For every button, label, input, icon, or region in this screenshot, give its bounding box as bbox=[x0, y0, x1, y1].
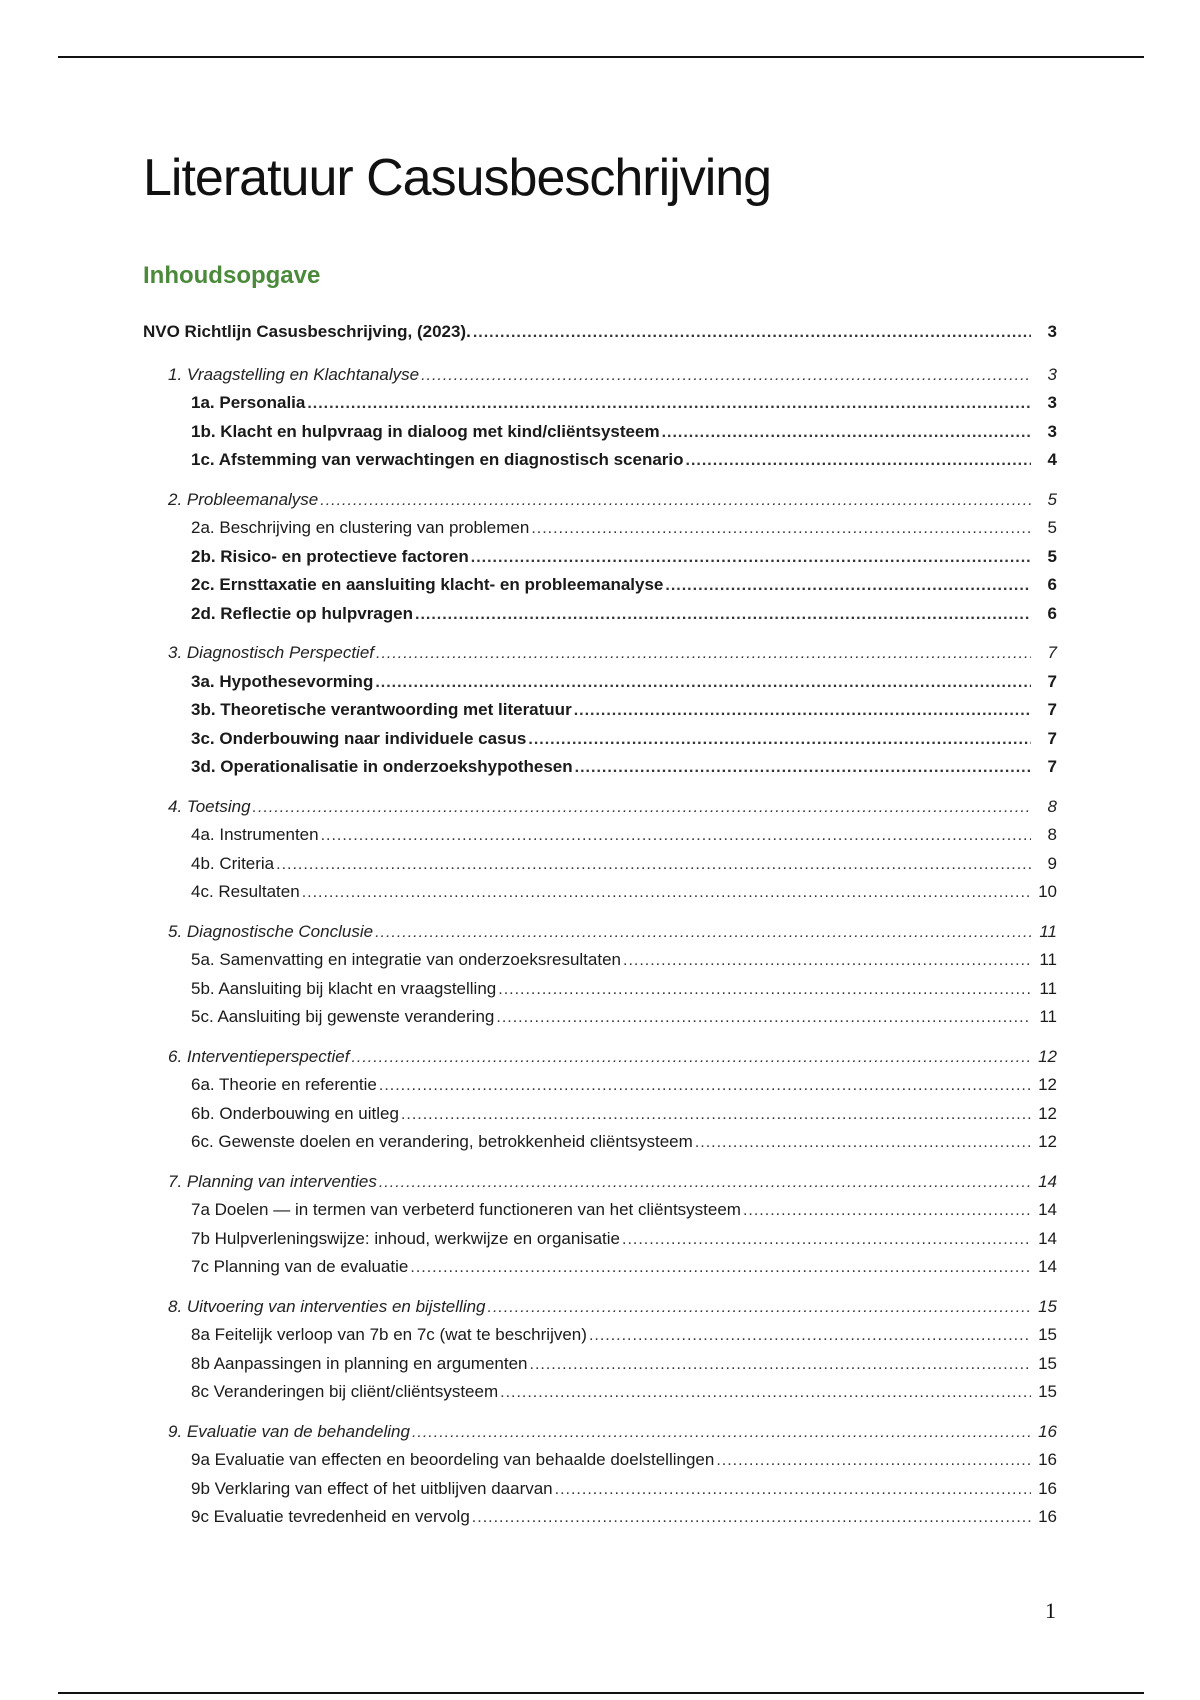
toc-subsection-9-3[interactable] bbox=[143, 1507, 1057, 1536]
toc-leader-dots bbox=[472, 1509, 1031, 1527]
toc-entry-text: 4. Toetsing bbox=[168, 796, 251, 816]
toc-entry-page: 14 bbox=[1038, 1228, 1057, 1248]
toc-entry-text: 6b. Onderbouwing en uitleg bbox=[191, 1103, 399, 1123]
toc-entry-page: 15 bbox=[1038, 1382, 1057, 1401]
toc-leader-dots bbox=[574, 702, 1031, 720]
bottom-rule bbox=[58, 1692, 1144, 1694]
toc-entry-text: 8b Aanpassingen in planning en argumenten bbox=[191, 1353, 528, 1373]
toc-subsection-4-1[interactable] bbox=[143, 825, 1057, 854]
toc-entry-text: 2a. Beschrijving en clustering van problemen bbox=[191, 518, 530, 537]
toc-entry-text: 8c Veranderingen bij cliënt/cliëntsysteem bbox=[191, 1382, 499, 1401]
toc-subsection-7-1[interactable] bbox=[143, 1200, 1057, 1229]
toc-subsection-5-3[interactable] bbox=[143, 1007, 1057, 1036]
toc-entry-page: 12 bbox=[1038, 1103, 1057, 1123]
toc-entry-text: 9b Verklaring van effect of het uitblijven daarvan bbox=[191, 1478, 553, 1498]
toc-leader-dots bbox=[415, 606, 1031, 624]
toc-entry-text: 1a. Personalia bbox=[191, 393, 306, 412]
toc-subsection-4-2[interactable] bbox=[143, 854, 1057, 883]
toc-subsection-6-2[interactable] bbox=[143, 1104, 1057, 1133]
toc-entry-text: 8a Feitelijk verloop van 7b en 7c (wat te beschrijven) bbox=[191, 1325, 587, 1344]
toc-entry-text: 3c. Onderbouwing naar individuele casus bbox=[191, 728, 527, 748]
toc-leader-dots bbox=[555, 1481, 1031, 1499]
toc-entry-text: 2c. Ernsttaxatie en aansluiting klacht- en probleemanalyse bbox=[191, 575, 664, 594]
toc-subsection-4-3[interactable] bbox=[143, 882, 1057, 911]
document-title: Literatuur Casusbeschrijving bbox=[143, 149, 772, 207]
toc-leader-dots bbox=[498, 981, 1031, 999]
toc-subsection-3-3[interactable] bbox=[143, 729, 1057, 758]
toc-section-8[interactable] bbox=[143, 1297, 1057, 1326]
toc-leader-dots bbox=[623, 952, 1031, 970]
toc-entry-page: 16 bbox=[1038, 1450, 1057, 1469]
toc-entry-page: 15 bbox=[1038, 1325, 1057, 1344]
toc-subsection-7-2[interactable] bbox=[143, 1229, 1057, 1258]
toc-entry-text: 2d. Reflectie op hulpvragen bbox=[191, 603, 413, 623]
toc-subsection-8-2[interactable] bbox=[143, 1354, 1057, 1383]
toc-subsection-9-2[interactable] bbox=[143, 1479, 1057, 1508]
toc-leader-dots bbox=[253, 799, 1031, 817]
toc-entry-text: NVO Richtlijn Casusbeschrijving, (2023). bbox=[143, 322, 471, 341]
toc-entry-page: 6 bbox=[1047, 575, 1057, 594]
toc-leader-dots bbox=[496, 1009, 1031, 1027]
toc-entry-page: 5 bbox=[1047, 546, 1057, 566]
toc-subsection-5-2[interactable] bbox=[143, 979, 1057, 1008]
table-of-contents bbox=[143, 322, 1057, 1536]
toc-leader-dots bbox=[320, 492, 1031, 510]
toc-entry-text: 6c. Gewenste doelen en verandering, betrokkenheid cliëntsysteem bbox=[191, 1132, 693, 1151]
toc-leader-dots bbox=[302, 884, 1031, 902]
toc-leader-dots bbox=[376, 645, 1031, 663]
toc-entry-page: 11 bbox=[1039, 1007, 1057, 1026]
toc-entry-page: 12 bbox=[1038, 1132, 1057, 1151]
toc-entry-page: 5 bbox=[1047, 518, 1057, 537]
toc-entry-page: 16 bbox=[1038, 1478, 1057, 1498]
toc-leader-dots bbox=[412, 1424, 1031, 1442]
toc-leader-dots bbox=[375, 674, 1031, 692]
toc-subsection-7-3[interactable] bbox=[143, 1257, 1057, 1286]
toc-subsection-8-1[interactable] bbox=[143, 1325, 1057, 1354]
toc-entry-text: 7c Planning van de evaluatie bbox=[191, 1257, 409, 1276]
page-number: 1 bbox=[1045, 1598, 1056, 1623]
toc-subsection-3-2[interactable] bbox=[143, 700, 1057, 729]
toc-section-5[interactable] bbox=[143, 922, 1057, 951]
toc-entry-text: 1b. Klacht en hulpvraag in dialoog met kind/cliëntsysteem bbox=[191, 421, 660, 441]
toc-leader-dots bbox=[686, 452, 1031, 470]
toc-subsection-6-3[interactable] bbox=[143, 1132, 1057, 1161]
toc-entry-page: 3 bbox=[1047, 393, 1057, 412]
toc-entry-page: 7 bbox=[1047, 757, 1057, 776]
toc-leader-dots bbox=[471, 549, 1031, 567]
toc-entry-page: 8 bbox=[1047, 825, 1057, 844]
toc-entry-page: 4 bbox=[1047, 450, 1057, 469]
toc-leader-dots bbox=[662, 424, 1031, 442]
toc-subsection-2-3[interactable] bbox=[143, 575, 1057, 604]
toc-leader-dots bbox=[488, 1299, 1031, 1317]
toc-entry-text: 5c. Aansluiting bij gewenste verandering bbox=[191, 1007, 495, 1026]
toc-entry-text: 3a. Hypothesevorming bbox=[191, 671, 374, 691]
toc-entry-page: 3 bbox=[1047, 322, 1057, 341]
toc-subsection-1-1[interactable] bbox=[143, 393, 1057, 422]
toc-leader-dots bbox=[410, 1259, 1031, 1277]
toc-entry-text: 2b. Risico- en protectieve factoren bbox=[191, 546, 469, 566]
toc-entry-text: 8. Uitvoering van interventies en bijstelling bbox=[168, 1296, 486, 1316]
toc-subsection-1-3[interactable] bbox=[143, 450, 1057, 479]
toc-leader-dots bbox=[379, 1077, 1031, 1095]
toc-leader-dots bbox=[530, 1356, 1032, 1374]
toc-entry-page: 14 bbox=[1038, 1171, 1057, 1191]
toc-entry-page: 6 bbox=[1047, 603, 1057, 623]
toc-section-1[interactable] bbox=[143, 365, 1057, 394]
toc-section-9[interactable] bbox=[143, 1422, 1057, 1451]
toc-leader-dots bbox=[575, 759, 1031, 777]
toc-entry-top[interactable] bbox=[143, 322, 1057, 351]
toc-entry-page: 14 bbox=[1038, 1257, 1057, 1276]
toc-section-7[interactable] bbox=[143, 1172, 1057, 1201]
toc-entry-text: 1c. Afstemming van verwachtingen en diagnostisch scenario bbox=[191, 450, 684, 469]
toc-leader-dots bbox=[665, 577, 1031, 595]
toc-entry-page: 8 bbox=[1047, 796, 1057, 816]
toc-leader-dots bbox=[307, 395, 1031, 413]
toc-section-6[interactable] bbox=[143, 1047, 1057, 1076]
toc-entry-text: 9. Evaluatie van de behandeling bbox=[168, 1421, 410, 1441]
toc-subsection-1-2[interactable] bbox=[143, 422, 1057, 451]
toc-subsection-6-1[interactable] bbox=[143, 1075, 1057, 1104]
toc-entry-page: 9 bbox=[1047, 853, 1057, 873]
toc-entry-page: 15 bbox=[1038, 1296, 1057, 1316]
toc-entry-page: 16 bbox=[1038, 1507, 1057, 1526]
toc-subsection-3-1[interactable] bbox=[143, 672, 1057, 701]
toc-entry-text: 7b Hulpverleningswijze: inhoud, werkwijze en organisatie bbox=[191, 1228, 621, 1248]
toc-subsection-9-1[interactable] bbox=[143, 1450, 1057, 1479]
toc-entry-page: 5 bbox=[1047, 489, 1057, 509]
toc-subsection-8-3[interactable] bbox=[143, 1382, 1057, 1411]
toc-leader-dots bbox=[716, 1452, 1031, 1470]
toc-entry-page: 7 bbox=[1047, 728, 1057, 748]
toc-entry-page: 7 bbox=[1047, 700, 1057, 719]
toc-entry-page: 7 bbox=[1047, 643, 1057, 662]
toc-leader-dots bbox=[379, 1174, 1031, 1192]
toc-entry-text: 6. Interventieperspectief bbox=[168, 1046, 350, 1066]
toc-section-2[interactable] bbox=[143, 490, 1057, 519]
toc-subsection-5-1[interactable] bbox=[143, 950, 1057, 979]
toc-entry-text: 4b. Criteria bbox=[191, 853, 275, 873]
toc-entry-text: 9a Evaluatie van effecten en beoordeling van behaalde doelstellingen bbox=[191, 1450, 715, 1469]
toc-section-3[interactable] bbox=[143, 643, 1057, 672]
toc-leader-dots bbox=[276, 856, 1031, 874]
toc-leader-dots bbox=[375, 924, 1031, 942]
toc-entry-text: 5. Diagnostische Conclusie bbox=[168, 921, 374, 941]
toc-leader-dots bbox=[743, 1202, 1031, 1220]
toc-entry-page: 7 bbox=[1047, 671, 1057, 691]
toc-leader-dots bbox=[531, 520, 1031, 538]
toc-entry-page: 12 bbox=[1038, 1046, 1057, 1066]
toc-subsection-3-4[interactable] bbox=[143, 757, 1057, 786]
toc-entry-text: 3b. Theoretische verantwoording met literatuur bbox=[191, 700, 572, 719]
toc-leader-dots bbox=[589, 1327, 1031, 1345]
toc-subsection-2-1[interactable] bbox=[143, 518, 1057, 547]
toc-leader-dots bbox=[622, 1231, 1031, 1249]
toc-entry-page: 15 bbox=[1038, 1353, 1057, 1373]
toc-entry-page: 11 bbox=[1039, 950, 1057, 969]
toc-heading: Inhoudsopgave bbox=[143, 262, 321, 289]
toc-entry-page: 10 bbox=[1038, 882, 1057, 901]
toc-section-4[interactable] bbox=[143, 797, 1057, 826]
toc-subsection-2-4[interactable] bbox=[143, 604, 1057, 633]
toc-entry-page: 3 bbox=[1047, 421, 1057, 441]
toc-leader-dots bbox=[321, 827, 1031, 845]
toc-entry-text: 3d. Operationalisatie in onderzoekshypothesen bbox=[191, 757, 573, 776]
toc-subsection-2-2[interactable] bbox=[143, 547, 1057, 576]
toc-leader-dots bbox=[473, 324, 1031, 342]
toc-entry-page: 14 bbox=[1038, 1200, 1057, 1219]
toc-leader-dots bbox=[351, 1049, 1031, 1067]
toc-entry-page: 3 bbox=[1047, 364, 1057, 384]
toc-entry-page: 11 bbox=[1039, 921, 1057, 941]
toc-entry-page: 12 bbox=[1038, 1075, 1057, 1094]
toc-entry-text: 7a Doelen — in termen van verbeterd functioneren van het cliëntsysteem bbox=[191, 1200, 741, 1219]
toc-entry-text: 3. Diagnostisch Perspectief bbox=[168, 643, 374, 662]
toc-leader-dots bbox=[695, 1134, 1031, 1152]
toc-entry-text: 2. Probleemanalyse bbox=[168, 489, 319, 509]
toc-entry-text: 4c. Resultaten bbox=[191, 882, 300, 901]
toc-entry-text: 7. Planning van interventies bbox=[168, 1171, 377, 1191]
toc-entry-text: 9c Evaluatie tevredenheid en vervolg bbox=[191, 1507, 470, 1526]
toc-leader-dots bbox=[500, 1384, 1031, 1402]
top-rule bbox=[58, 56, 1144, 58]
toc-entry-text: 1. Vraagstelling en Klachtanalyse bbox=[168, 364, 420, 384]
toc-entry-page: 16 bbox=[1038, 1421, 1057, 1441]
toc-entry-text: 5a. Samenvatting en integratie van onderzoeksresultaten bbox=[191, 950, 621, 969]
toc-entry-text: 4a. Instrumenten bbox=[191, 825, 319, 844]
toc-entry-text: 5b. Aansluiting bij klacht en vraagstelling bbox=[191, 978, 497, 998]
toc-leader-dots bbox=[421, 367, 1031, 385]
toc-leader-dots bbox=[401, 1106, 1031, 1124]
toc-entry-page: 11 bbox=[1039, 978, 1057, 998]
toc-leader-dots bbox=[528, 731, 1031, 749]
toc-entry-text: 6a. Theorie en referentie bbox=[191, 1075, 377, 1094]
